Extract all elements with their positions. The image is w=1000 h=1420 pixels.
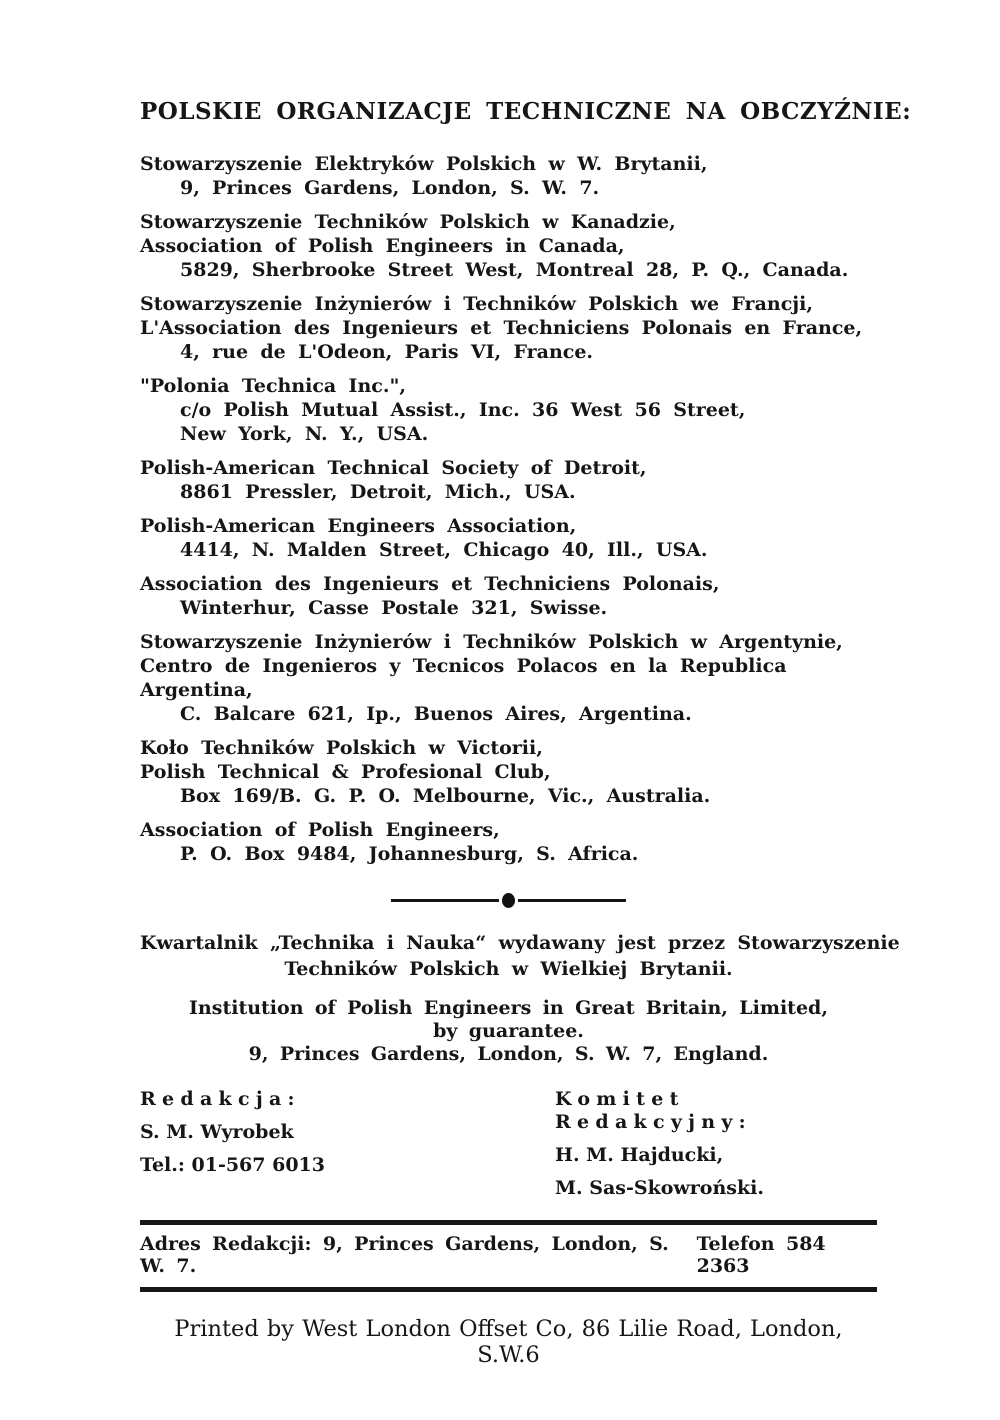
- org-name-line: Stowarzyszenie Inżynierów i Techników Polskich w Argentynie,: [140, 631, 843, 653]
- publisher-note: [140, 930, 900, 982]
- org-name-line: Association des Ingenieurs et Techniciens Polonais,: [140, 573, 720, 595]
- org-name-line: Koło Techników Polskich w Victorii,: [140, 737, 543, 759]
- editorial-left-column: [140, 1088, 555, 1210]
- printer-imprint: Printed by West London Offset Co, 86 Lilie Road, London, S.W.6: [174, 1316, 843, 1368]
- org-name-line: "Polonia Technica Inc.",: [140, 375, 406, 397]
- committee-member: M. Sas-Skowroński.: [555, 1177, 764, 1199]
- org-address-line: 4414, N. Malden Street, Chicago 40, Ill., USA.: [180, 539, 708, 561]
- organization-list: [140, 152, 877, 866]
- org-address-line: Winterhur, Casse Postale 321, Swisse.: [180, 597, 608, 619]
- org-name-line: Polish-American Technical Society of Detroit,: [140, 457, 647, 479]
- editorial-right-column: [555, 1088, 877, 1210]
- org-entry: [140, 374, 877, 446]
- institution-block: [140, 997, 877, 1066]
- committee-member: H. M. Hajducki,: [555, 1144, 724, 1166]
- org-name-line: L'Association des Ingenieurs et Techniciens Polonais en France,: [140, 317, 863, 339]
- editorial-section: [140, 1088, 877, 1210]
- editor-name: S. M. Wyrobek: [140, 1121, 294, 1143]
- institution-line3: 9, Princes Gardens, London, S. W. 7, England.: [248, 1043, 769, 1065]
- org-address-line: P. O. Box 9484, Johannesburg, S. Africa.: [180, 843, 639, 865]
- org-name-line: Polish Technical & Profesional Club,: [140, 761, 551, 783]
- org-name-line: Polish-American Engineers Association,: [140, 515, 577, 537]
- institution-line1: Institution of Polish Engineers in Great Britain, Limited,: [189, 997, 828, 1019]
- org-entry: [140, 152, 877, 200]
- org-address-line: 9, Princes Gardens, London, S. W. 7.: [180, 177, 600, 199]
- org-entry: [140, 630, 877, 726]
- org-entry: [140, 210, 877, 282]
- org-name-line: Stowarzyszenie Elektryków Polskich w W. Brytanii,: [140, 153, 708, 175]
- org-name-line: Stowarzyszenie Techników Polskich w Kanadzie,: [140, 211, 676, 233]
- org-entry: [140, 514, 877, 562]
- org-name-line: Centro de Ingenieros y Tecnicos Polacos en la Republica Argentina,: [140, 655, 787, 701]
- org-address-line: C. Balcare 621, Ip., Buenos Aires, Argentina.: [180, 703, 692, 725]
- committee-heading: Komitet Redakcyjny:: [555, 1088, 752, 1133]
- editorial-address-bar: [140, 1220, 877, 1292]
- org-address-line: 8861 Pressler, Detroit, Mich., USA.: [180, 481, 576, 503]
- org-address-line: New York, N. Y., USA.: [180, 423, 429, 445]
- org-name-line: Association of Polish Engineers in Canada,: [140, 235, 625, 257]
- org-entry: [140, 818, 877, 866]
- org-entry: [140, 292, 877, 364]
- editor-phone: Tel.: 01-567 6013: [140, 1154, 325, 1176]
- institution-line2: by guarantee.: [433, 1020, 584, 1042]
- page-title: POLSKIE ORGANIZACJE TECHNICZNE NA OBCZYŹNIE:: [140, 98, 912, 125]
- editorial-telephone: Telefon 584 2363: [696, 1233, 826, 1277]
- org-entry: [140, 456, 877, 504]
- section-divider: [140, 892, 877, 908]
- divider-dot-ornament: [502, 893, 515, 908]
- org-address-line: 4, rue de L'Odeon, Paris VI, France.: [180, 341, 594, 363]
- org-name-line: Stowarzyszenie Inżynierów i Techników Polskich we Francji,: [140, 293, 813, 315]
- org-name-line: Association of Polish Engineers,: [140, 819, 500, 841]
- org-address-line: c/o Polish Mutual Assist., Inc. 36 West 56 Street,: [180, 399, 746, 421]
- org-address-line: Box 169/B. G. P. O. Melbourne, Vic., Australia.: [180, 785, 711, 807]
- page-content: [140, 98, 912, 1368]
- publisher-note-line2: Techników Polskich w Wielkiej Brytanii.: [284, 958, 733, 980]
- editor-heading: Redakcja:: [140, 1088, 301, 1110]
- publisher-note-line1: Kwartalnik „Technika i Nauka“ wydawany jest przez Stowarzyszenie: [140, 932, 900, 954]
- divider-line-right: [518, 899, 626, 902]
- org-entry: [140, 736, 877, 808]
- org-entry: [140, 572, 877, 620]
- editorial-address: Adres Redakcji: 9, Princes Gardens, London, S. W. 7.: [140, 1233, 669, 1277]
- org-address-line: 5829, Sherbrooke Street West, Montreal 28, P. Q., Canada.: [180, 259, 849, 281]
- divider-line-left: [391, 899, 499, 902]
